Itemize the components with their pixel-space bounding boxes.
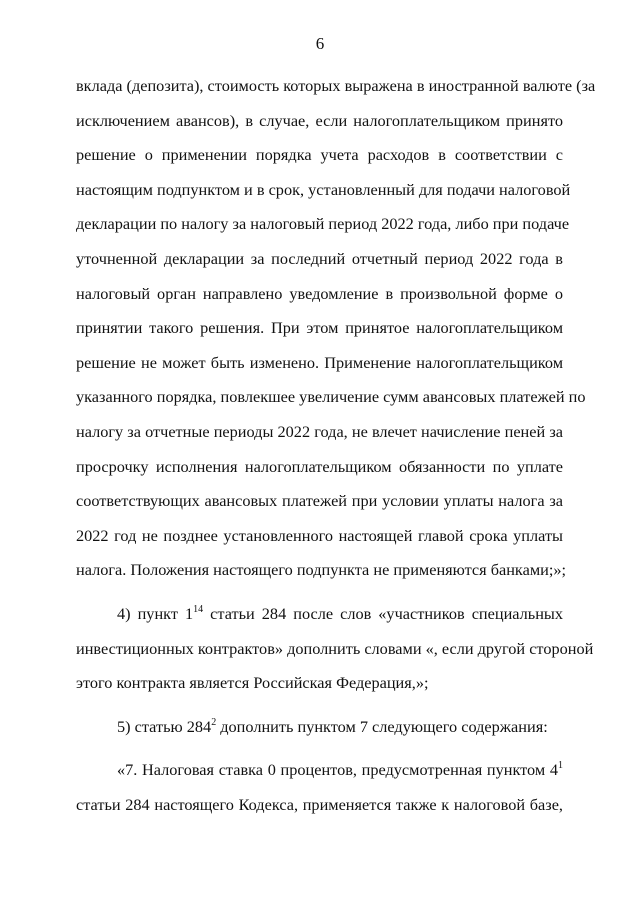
paragraph-gap	[76, 748, 563, 757]
text-line: просрочку исполнения налогоплательщиком обязанности по уплате	[76, 456, 563, 476]
text-line: статьи 284 настоящего Кодекса, применяется также к налоговой базе,	[76, 794, 563, 814]
paragraph-gap	[76, 592, 563, 601]
text-line: налогу за отчетные периоды 2022 года, не влечет начисление пеней за	[76, 421, 563, 441]
text-line: налога. Положения настоящего подпункта не применяются банками;»;	[76, 560, 567, 580]
superscript: 1	[558, 760, 563, 772]
text-run: статьи 284 после слов «участников специальных	[203, 603, 563, 623]
paragraph-gap	[76, 705, 563, 714]
text-line: уточненной декларации за последний отчетный период 2022 года в	[76, 248, 563, 268]
document-body	[76, 73, 596, 826]
superscript: 14	[193, 603, 204, 615]
text-run: дополнить пунктом 7 следующего содержания:	[216, 716, 548, 736]
text-line: вклада (депозита), стоимость которых выражена в иностранной валюте (за	[76, 76, 596, 95]
text-run: «7. Налоговая ставка 0 процентов, предусмотренная пунктом 4	[117, 760, 558, 780]
text-line: указанного порядка, повлекшее увеличение сумм авансовых платежей по	[76, 387, 586, 407]
text-line: инвестиционных контрактов» дополнить словами «, если другой стороной	[76, 638, 594, 658]
text-line-item-4	[76, 601, 563, 636]
text-line: исключением авансов), в случае, если налогоплательщиком принято	[76, 110, 563, 130]
text-run: 4) пункт 1	[117, 603, 194, 623]
page-number: 6	[315, 34, 325, 53]
text-line: налоговый орган направлено уведомление в произвольной форме о	[76, 283, 563, 303]
text-line: решение о применении порядка учета расходов в соответствии с	[76, 145, 563, 165]
text-line: соответствующих авансовых платежей при условии уплаты налога за	[76, 491, 563, 511]
text-line: 2022 год не позднее установленного настоящей главой срока уплаты	[76, 525, 563, 545]
text-line: этого контракта является Российская Федерация,»;	[76, 673, 429, 693]
superscript: 2	[211, 716, 217, 728]
text-line-point-7	[76, 757, 563, 792]
text-line: принятии такого решения. При этом принятое налогоплательщиком	[76, 318, 563, 338]
text-line: декларации по налогу за налоговый период 2022 года, либо при подаче	[76, 214, 570, 234]
text-run: 5) статью 284	[117, 716, 212, 736]
text-line: решение не может быть изменено. Применение налогоплательщиком	[76, 352, 563, 372]
text-line: настоящим подпунктом и в срок, установленный для подачи налоговой	[76, 179, 571, 199]
text-line-item-5	[76, 714, 563, 749]
